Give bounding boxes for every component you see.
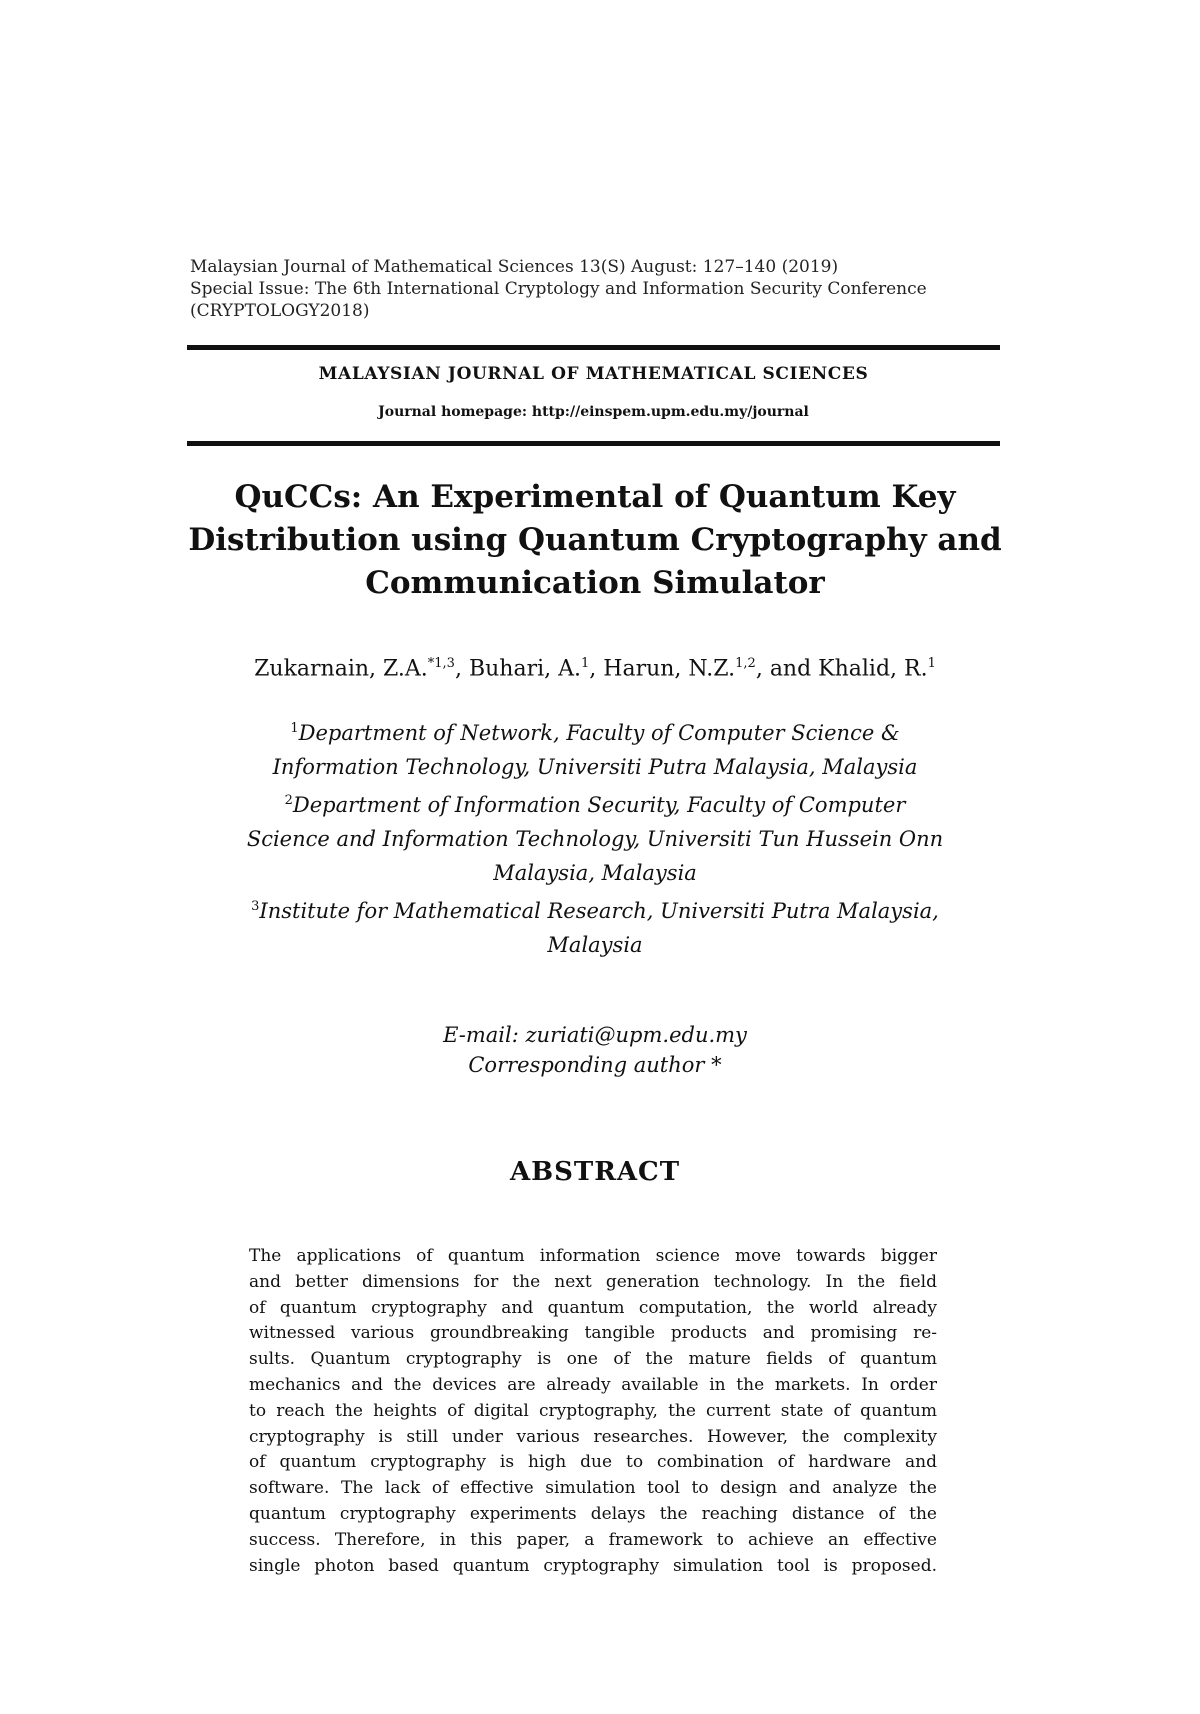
title-line: Distribution using Quantum Cryptography and bbox=[188, 522, 1002, 558]
affiliation-line: Information Technology, Universiti Putra Malaysia, Malaysia bbox=[272, 755, 918, 779]
abstract-line: sults. Quantum cryptography is one of the mature fields of quantum bbox=[249, 1349, 937, 1370]
author-list bbox=[150, 656, 1040, 681]
affiliations bbox=[150, 712, 1040, 962]
paper-title bbox=[150, 476, 1040, 605]
journal-homepage: Journal homepage: http://einspem.upm.edu.my/journal bbox=[378, 404, 809, 420]
author-affiliation-marker: *1,3 bbox=[427, 656, 455, 671]
abstract-line: success. Therefore, in this paper, a framework to achieve an effective bbox=[249, 1529, 937, 1550]
abstract-line: of quantum cryptography and quantum computation, the world already bbox=[249, 1297, 937, 1318]
journal-citation-header bbox=[190, 256, 1010, 322]
abstract-heading: ABSTRACT bbox=[509, 1157, 681, 1187]
affiliation-line: $^2$Department of Information Security, Faculty of Computer bbox=[284, 793, 906, 817]
author-affiliation-marker: 1,2 bbox=[735, 656, 756, 671]
abstract-line: cryptography is still under various researches. However, the complexity bbox=[249, 1426, 937, 1447]
special-issue-line: Special Issue: The 6th International Cryptology and Information Security Conference bbox=[190, 279, 927, 299]
affiliation-marker: 1 bbox=[290, 721, 299, 736]
affiliation-line: Science and Information Technology, Universiti Tun Hussein Onn bbox=[246, 827, 944, 851]
affiliation-line: Malaysia, Malaysia bbox=[493, 861, 697, 885]
abstract-body bbox=[249, 1244, 937, 1579]
author-name: , Harun, N.Z. bbox=[589, 656, 736, 682]
abstract-line: of quantum cryptography is high due to combination of hardware and bbox=[249, 1452, 937, 1473]
author-name: , and Khalid, R. bbox=[755, 656, 928, 682]
abstract-line: software. The lack of effective simulation tool to design and analyze the bbox=[249, 1478, 937, 1499]
abstract-line: and better dimensions for the next generation technology. In the field bbox=[249, 1271, 937, 1292]
top-rule bbox=[187, 345, 1000, 350]
title-line: QuCCs: An Experimental of Quantum Key bbox=[234, 479, 956, 515]
affiliation-line: $^3$Institute for Mathematical Research, Universiti Putra Malaysia, bbox=[251, 899, 939, 923]
author-name: Zukarnain, Z.A. bbox=[254, 656, 428, 682]
abstract-line: quantum cryptography experiments delays the reaching distance of the bbox=[249, 1503, 937, 1524]
affiliation-line: $^1$Department of Network, Faculty of Computer Science & bbox=[290, 721, 900, 745]
author-name: , Buhari, A. bbox=[454, 656, 581, 682]
abstract-line: The applications of quantum information science move towards bigger bbox=[249, 1246, 937, 1266]
conference-line: (CRYPTOLOGY2018) bbox=[190, 301, 370, 321]
contact-block bbox=[150, 1020, 1040, 1080]
affiliation-marker: 3 bbox=[251, 899, 260, 914]
journal-name: MALAYSIAN JOURNAL OF MATHEMATICAL SCIENCES bbox=[318, 364, 869, 384]
corresponding-author-line: Corresponding author * bbox=[468, 1053, 722, 1077]
title-line: Communication Simulator bbox=[365, 565, 825, 601]
citation-line: Malaysian Journal of Mathematical Sciences 13(S) August: 127–140 (2019) bbox=[190, 257, 839, 277]
affiliation-line: Malaysia bbox=[547, 933, 643, 957]
abstract-line: witnessed various groundbreaking tangible products and promising re- bbox=[249, 1323, 937, 1344]
author-affiliation-marker: 1 bbox=[927, 656, 936, 671]
email-line: E-mail: zuriati@upm.edu.my bbox=[443, 1023, 747, 1047]
affiliation-marker: 2 bbox=[284, 793, 293, 808]
abstract-line: single photon based quantum cryptography simulation tool is proposed. bbox=[249, 1555, 937, 1576]
abstract-line: mechanics and the devices are already available in the markets. In order bbox=[249, 1374, 937, 1395]
abstract-line: to reach the heights of digital cryptography, the current state of quantum bbox=[249, 1400, 937, 1421]
bottom-rule bbox=[187, 441, 1000, 446]
author-affiliation-marker: 1 bbox=[581, 656, 590, 671]
